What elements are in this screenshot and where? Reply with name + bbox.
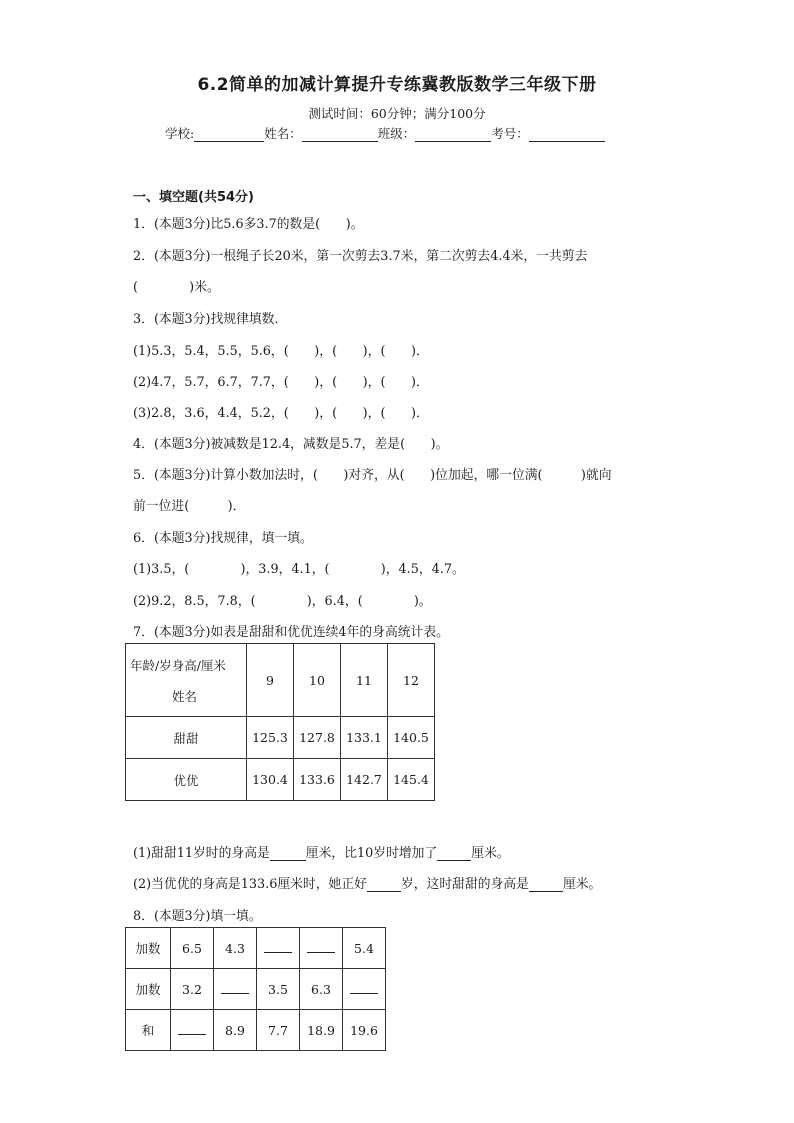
school-blank[interactable] <box>194 128 264 142</box>
answer-blank[interactable] <box>270 847 306 861</box>
height-table <box>125 643 435 801</box>
question-5-line1: 5．(本题3分)计算小数加法时，( )对齐，从( )位加起，哪一位满( )就向 <box>133 468 612 483</box>
answer-blank[interactable] <box>178 1022 206 1035</box>
value-cell: 8.9 <box>214 1010 257 1051</box>
age-cell: 9 <box>247 644 294 717</box>
header-age-height: 年龄/岁身高/厘米 <box>130 658 226 673</box>
question-5-line2: 前一位进( )． <box>133 499 246 514</box>
question-7-part2 <box>133 873 601 892</box>
number-label: 考号： <box>491 126 529 141</box>
table-row <box>126 1010 386 1051</box>
value-cell: 3.2 <box>171 969 214 1010</box>
height-cell: 142.7 <box>341 759 388 801</box>
value-cell: 18.9 <box>300 1010 343 1051</box>
value-cell: 3.5 <box>257 969 300 1010</box>
table-header-diagonal <box>126 644 247 717</box>
question-7-part1 <box>133 842 510 861</box>
class-label: 班级： <box>377 126 416 141</box>
value-cell: 7.7 <box>257 1010 300 1051</box>
class-blank[interactable] <box>415 128 491 142</box>
answer-blank[interactable] <box>529 878 563 892</box>
height-cell: 140.5 <box>388 717 435 759</box>
q7-2-text-a: (2)当优优的身高是133.6厘米时，她正好 <box>133 877 367 892</box>
question-3-part3: (3)2.8，3.6，4.4，5.2，( )，( )，( )． <box>133 406 429 421</box>
row-label: 加数 <box>126 928 171 969</box>
answer-blank[interactable] <box>367 878 401 892</box>
name-blank[interactable] <box>302 128 378 142</box>
height-cell: 130.4 <box>247 759 294 801</box>
blank-cell[interactable] <box>257 928 300 969</box>
table-row <box>126 717 435 759</box>
question-6-part2: (2)9.2，8.5，7.8，( )，6.4，( )。 <box>133 594 432 609</box>
row-label: 加数 <box>126 969 171 1010</box>
height-cell: 127.8 <box>294 717 341 759</box>
row-label: 和 <box>126 1010 171 1051</box>
row-name: 优优 <box>126 759 247 801</box>
blank-cell[interactable] <box>343 969 386 1010</box>
value-cell: 5.4 <box>343 928 386 969</box>
question-2-line2: ( )米。 <box>133 280 220 295</box>
blank-cell[interactable] <box>300 928 343 969</box>
question-3: 3．(本题3分)找规律填数． <box>133 312 288 327</box>
value-cell: 19.6 <box>343 1010 386 1051</box>
name-label: 姓名： <box>264 126 302 141</box>
height-cell: 133.6 <box>294 759 341 801</box>
test-info: 测试时间：60分钟；满分100分 <box>308 106 486 121</box>
addition-table <box>125 927 386 1051</box>
height-cell: 145.4 <box>388 759 435 801</box>
value-cell: 4.3 <box>214 928 257 969</box>
question-3-part2: (2)4.7，5.7，6.7，7.7，( )，( )，( )． <box>133 375 429 390</box>
answer-blank[interactable] <box>350 981 378 994</box>
school-label: 学校: <box>165 126 195 141</box>
blank-cell[interactable] <box>214 969 257 1010</box>
value-cell: 6.5 <box>171 928 214 969</box>
q7-2-text-b: 岁，这时甜甜的身高是 <box>400 877 529 892</box>
age-cell: 11 <box>341 644 388 717</box>
question-4: 4．(本题3分)被减数是12.4，减数是5.7，差是( )。 <box>133 437 449 452</box>
question-7: 7．(本题3分)如表是甜甜和优优连续4年的身高统计表。 <box>133 625 449 640</box>
question-6-part1: (1)3.5，( )，3.9，4.1，( )，4.5，4.7。 <box>133 562 465 577</box>
section-fill-blank: 一、填空题(共54分) <box>133 190 254 205</box>
question-1: 1．(本题3分)比5.6多3.7的数是( )。 <box>133 217 364 232</box>
header-name: 姓名 <box>172 689 198 704</box>
table-row <box>126 759 435 801</box>
q7-1-text-a: (1)甜甜11岁时的身高是 <box>133 846 270 861</box>
page-title: 6.2简单的加减计算提升专练冀教版数学三年级下册 <box>197 75 597 95</box>
table-row <box>126 928 386 969</box>
blank-cell[interactable] <box>171 1010 214 1051</box>
row-name: 甜甜 <box>126 717 247 759</box>
answer-blank[interactable] <box>437 847 471 861</box>
answer-blank[interactable] <box>221 981 249 994</box>
age-cell: 12 <box>388 644 435 717</box>
table-row <box>126 969 386 1010</box>
answer-blank[interactable] <box>264 940 292 953</box>
question-6: 6．(本题3分)找规律，填一填。 <box>133 531 313 546</box>
q7-1-text-c: 厘米。 <box>471 846 510 861</box>
student-info-line <box>165 124 605 142</box>
q7-1-text-b: 厘米，比10岁时增加了 <box>305 846 438 861</box>
question-3-part1: (1)5.3，5.4，5.5，5.6，( )，( )，( )． <box>133 344 429 359</box>
q7-2-text-c: 厘米。 <box>562 877 602 892</box>
answer-blank[interactable] <box>307 940 335 953</box>
height-cell: 133.1 <box>341 717 388 759</box>
height-cell: 125.3 <box>247 717 294 759</box>
question-8: 8．(本题3分)填一填。 <box>133 909 262 924</box>
age-cell: 10 <box>294 644 341 717</box>
question-2-line1: 2．(本题3分)一根绳子长20米，第一次剪去3.7米，第二次剪去4.4米，一共剪去 <box>133 249 588 264</box>
value-cell: 6.3 <box>300 969 343 1010</box>
number-blank[interactable] <box>529 128 605 142</box>
